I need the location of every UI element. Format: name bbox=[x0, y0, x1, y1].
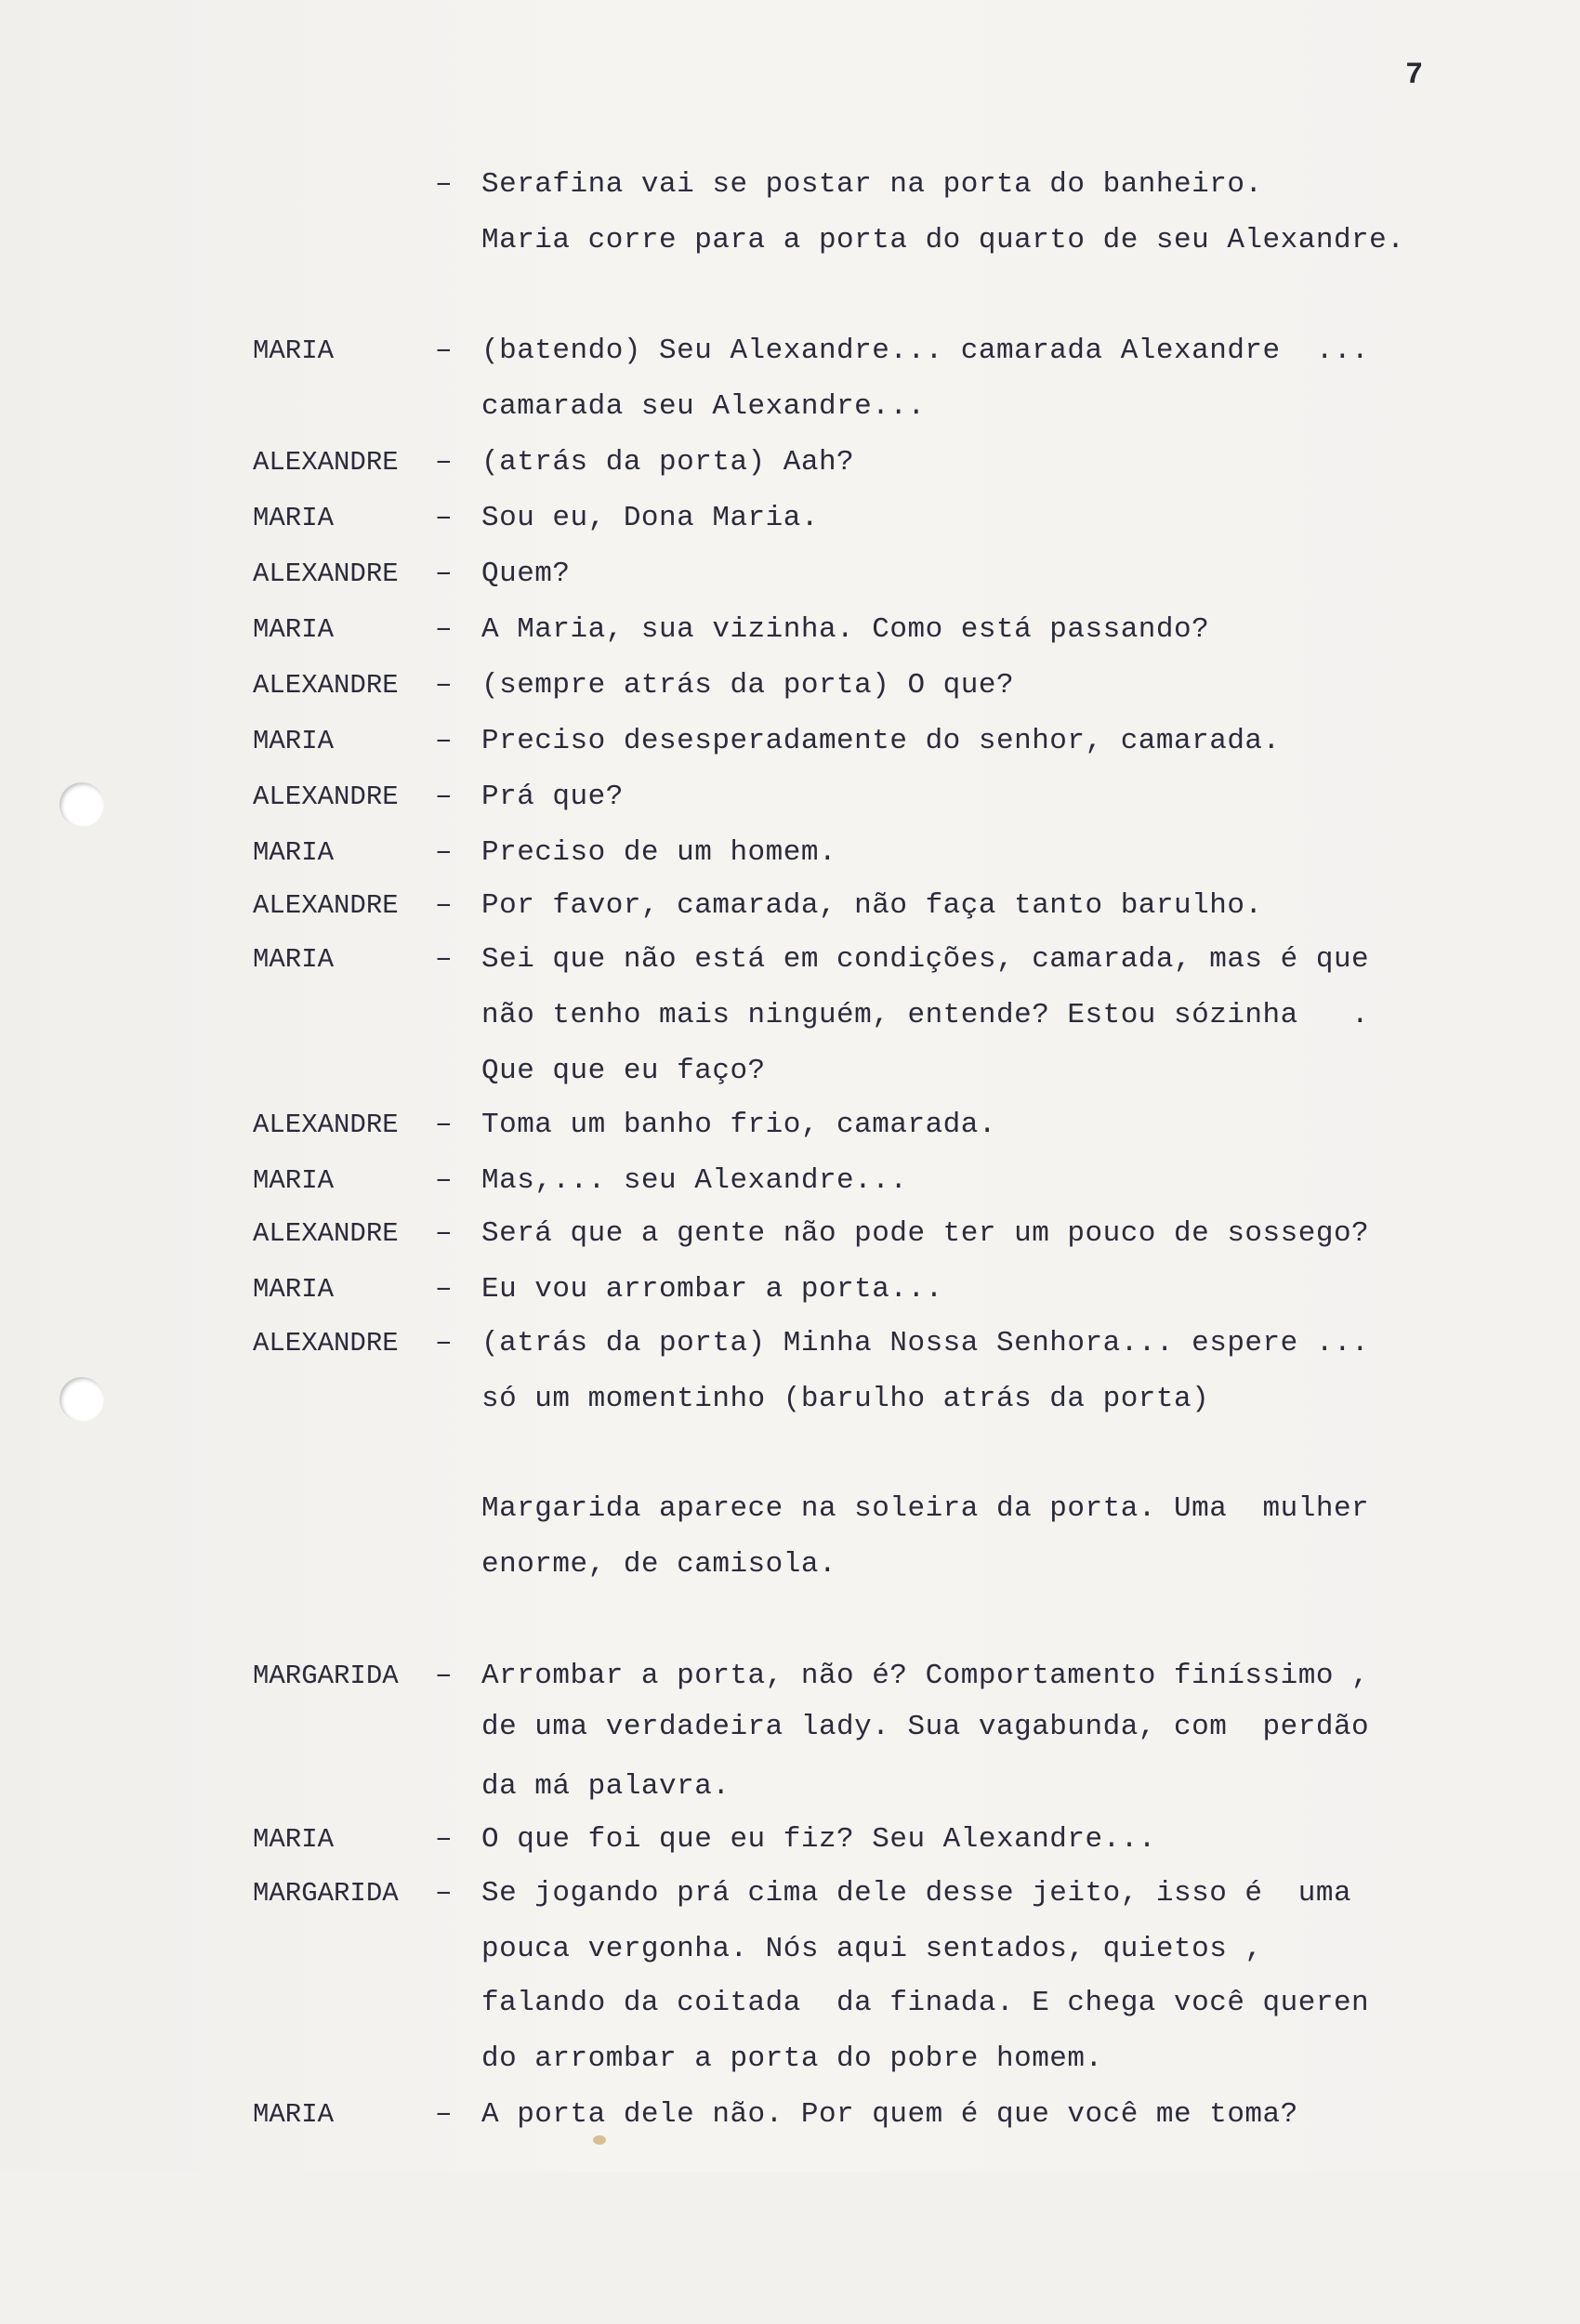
dialogue-text: Que que eu faço? bbox=[481, 1055, 766, 1087]
dialogue-dash: – bbox=[435, 669, 454, 702]
speaker-name: MARGARIDA bbox=[253, 1878, 399, 1909]
speaker-name: ALEXANDRE bbox=[253, 558, 399, 589]
script-line bbox=[0, 663, 1580, 709]
script-line bbox=[0, 1048, 1580, 1095]
script-line bbox=[0, 162, 1580, 208]
dialogue-text: camarada seu Alexandre... bbox=[481, 390, 926, 423]
dialogue-text: Arrombar a porta, não é? Comportamento finíssimo , bbox=[481, 1660, 1370, 1692]
dialogue-dash: – bbox=[435, 1327, 454, 1359]
script-line bbox=[0, 1376, 1580, 1423]
dialogue-text: (atrás da porta) Minha Nossa Senhora... espere ... bbox=[481, 1327, 1370, 1359]
dialogue-dash: – bbox=[435, 502, 454, 534]
script-line bbox=[0, 937, 1580, 983]
dialogue-text: Se jogando prá cima dele desse jeito, isso é uma bbox=[481, 1877, 1352, 1910]
dialogue-text: Preciso desesperadamente do senhor, camarada. bbox=[481, 725, 1281, 757]
speaker-name: ALEXANDRE bbox=[253, 670, 399, 701]
dialogue-dash: – bbox=[435, 558, 454, 590]
script-line bbox=[0, 328, 1580, 374]
dialogue-dash: – bbox=[435, 1273, 454, 1306]
dialogue-dash: – bbox=[435, 725, 454, 757]
speaker-name: MARIA bbox=[253, 837, 335, 868]
speaker-name: MARIA bbox=[253, 1165, 335, 1196]
script-line bbox=[0, 1980, 1580, 2027]
speaker-name: ALEXANDRE bbox=[253, 1328, 399, 1359]
page-number: 7 bbox=[1405, 58, 1424, 92]
script-line bbox=[0, 1653, 1580, 1700]
dialogue-text: falando da coitada da finada. E chega você queren bbox=[481, 1987, 1370, 2019]
dialogue-dash: – bbox=[435, 1877, 454, 1910]
speaker-name: MARIA bbox=[253, 503, 335, 533]
script-line bbox=[0, 1211, 1580, 1257]
dialogue-dash: – bbox=[435, 1109, 454, 1141]
dialogue-text: pouca vergonha. Nós aqui sentados, quietos , bbox=[481, 1933, 1263, 1965]
dialogue-text: Maria corre para a porta do quarto de seu Alexandre. bbox=[481, 224, 1405, 256]
script-line bbox=[0, 830, 1580, 876]
dialogue-text: Sou eu, Dona Maria. bbox=[481, 502, 819, 534]
script-line bbox=[0, 992, 1580, 1039]
dialogue-text: da má palavra. bbox=[481, 1770, 731, 1803]
script-line bbox=[0, 774, 1580, 821]
dialogue-text: de uma verdadeira lady. Sua vagabunda, com perdão bbox=[481, 1711, 1370, 1743]
dialogue-text: Serafina vai se postar na porta do banheiro. bbox=[481, 168, 1263, 201]
dialogue-text: Por favor, camarada, não faça tanto barulho. bbox=[481, 889, 1263, 922]
speaker-name: MARGARIDA bbox=[253, 1661, 399, 1691]
dialogue-dash: – bbox=[435, 613, 454, 646]
dialogue-dash: – bbox=[435, 335, 454, 367]
dialogue-text: Prá que? bbox=[481, 781, 624, 813]
script-line bbox=[0, 1704, 1580, 1751]
dialogue-text: O que foi que eu fiz? Seu Alexandre... bbox=[481, 1823, 1156, 1856]
speaker-name: MARIA bbox=[253, 2099, 335, 2130]
dialogue-text: A porta dele não. Por quem é que você me toma? bbox=[481, 2098, 1298, 2131]
dialogue-dash: – bbox=[435, 781, 454, 813]
dialogue-dash: – bbox=[435, 1217, 454, 1250]
script-line bbox=[0, 495, 1580, 542]
dialogue-text: enorme, de camisola. bbox=[481, 1548, 837, 1581]
dialogue-text: Margarida aparece na soleira da porta. Uma mulher bbox=[481, 1492, 1370, 1525]
dialogue-dash: – bbox=[435, 2098, 454, 2131]
dialogue-text: não tenho mais ninguém, entende? Estou sózinha . bbox=[481, 999, 1370, 1031]
speaker-name: ALEXANDRE bbox=[253, 890, 399, 921]
script-line bbox=[0, 2036, 1580, 2082]
script-line bbox=[0, 718, 1580, 765]
dialogue-dash: – bbox=[435, 446, 454, 479]
speaker-name: MARIA bbox=[253, 944, 335, 975]
script-line bbox=[0, 1267, 1580, 1313]
dialogue-dash: – bbox=[435, 1164, 454, 1197]
speaker-name: MARIA bbox=[253, 614, 335, 645]
speaker-name: MARIA bbox=[253, 1824, 335, 1855]
paper-stain bbox=[593, 2135, 606, 2145]
script-line bbox=[0, 551, 1580, 597]
dialogue-text: Mas,... seu Alexandre... bbox=[481, 1164, 908, 1197]
dialogue-text: A Maria, sua vizinha. Como está passando? bbox=[481, 613, 1210, 646]
script-line bbox=[0, 2092, 1580, 2138]
stage-direction-line bbox=[0, 1542, 1580, 1588]
dialogue-text: Eu vou arrombar a porta... bbox=[481, 1273, 943, 1306]
stage-direction-line bbox=[0, 1486, 1580, 1532]
script-line bbox=[0, 217, 1580, 264]
dialogue-text: só um momentinho (barulho atrás da porta) bbox=[481, 1383, 1210, 1415]
script-line bbox=[0, 1764, 1580, 1810]
script-line bbox=[0, 1817, 1580, 1863]
script-line bbox=[0, 1926, 1580, 1973]
dialogue-text: (batendo) Seu Alexandre... camarada Alexandre ... bbox=[481, 335, 1370, 367]
dialogue-text: Toma um banho frio, camarada. bbox=[481, 1109, 996, 1141]
dialogue-text: Preciso de um homem. bbox=[481, 836, 837, 869]
script-line bbox=[0, 607, 1580, 653]
dialogue-dash: – bbox=[435, 1823, 454, 1856]
dialogue-dash: – bbox=[435, 836, 454, 869]
speaker-name: MARIA bbox=[253, 335, 335, 366]
dialogue-dash: – bbox=[435, 943, 454, 976]
script-line bbox=[0, 1871, 1580, 1917]
speaker-name: ALEXANDRE bbox=[253, 781, 399, 812]
speaker-name: MARIA bbox=[253, 726, 335, 756]
dialogue-text: (atrás da porta) Aah? bbox=[481, 446, 855, 479]
dialogue-dash: – bbox=[435, 889, 454, 922]
script-line bbox=[0, 384, 1580, 430]
script-line bbox=[0, 883, 1580, 929]
dialogue-text: do arrombar a porta do pobre homem. bbox=[481, 2042, 1103, 2075]
dialogue-dash: – bbox=[435, 1660, 454, 1692]
script-line bbox=[0, 1158, 1580, 1204]
speaker-name: MARIA bbox=[253, 1274, 335, 1305]
dialogue-text: (sempre atrás da porta) O que? bbox=[481, 669, 1015, 702]
dialogue-dash: – bbox=[435, 168, 454, 201]
dialogue-text: Quem? bbox=[481, 558, 571, 590]
dialogue-text: Será que a gente não pode ter um pouco de sossego? bbox=[481, 1217, 1370, 1250]
speaker-name: ALEXANDRE bbox=[253, 447, 399, 478]
speaker-name: ALEXANDRE bbox=[253, 1218, 399, 1249]
speaker-name: ALEXANDRE bbox=[253, 1109, 399, 1140]
script-line bbox=[0, 440, 1580, 486]
script-line bbox=[0, 1320, 1580, 1367]
script-line bbox=[0, 1102, 1580, 1149]
dialogue-text: Sei que não está em condições, camarada, mas é que bbox=[481, 943, 1370, 976]
